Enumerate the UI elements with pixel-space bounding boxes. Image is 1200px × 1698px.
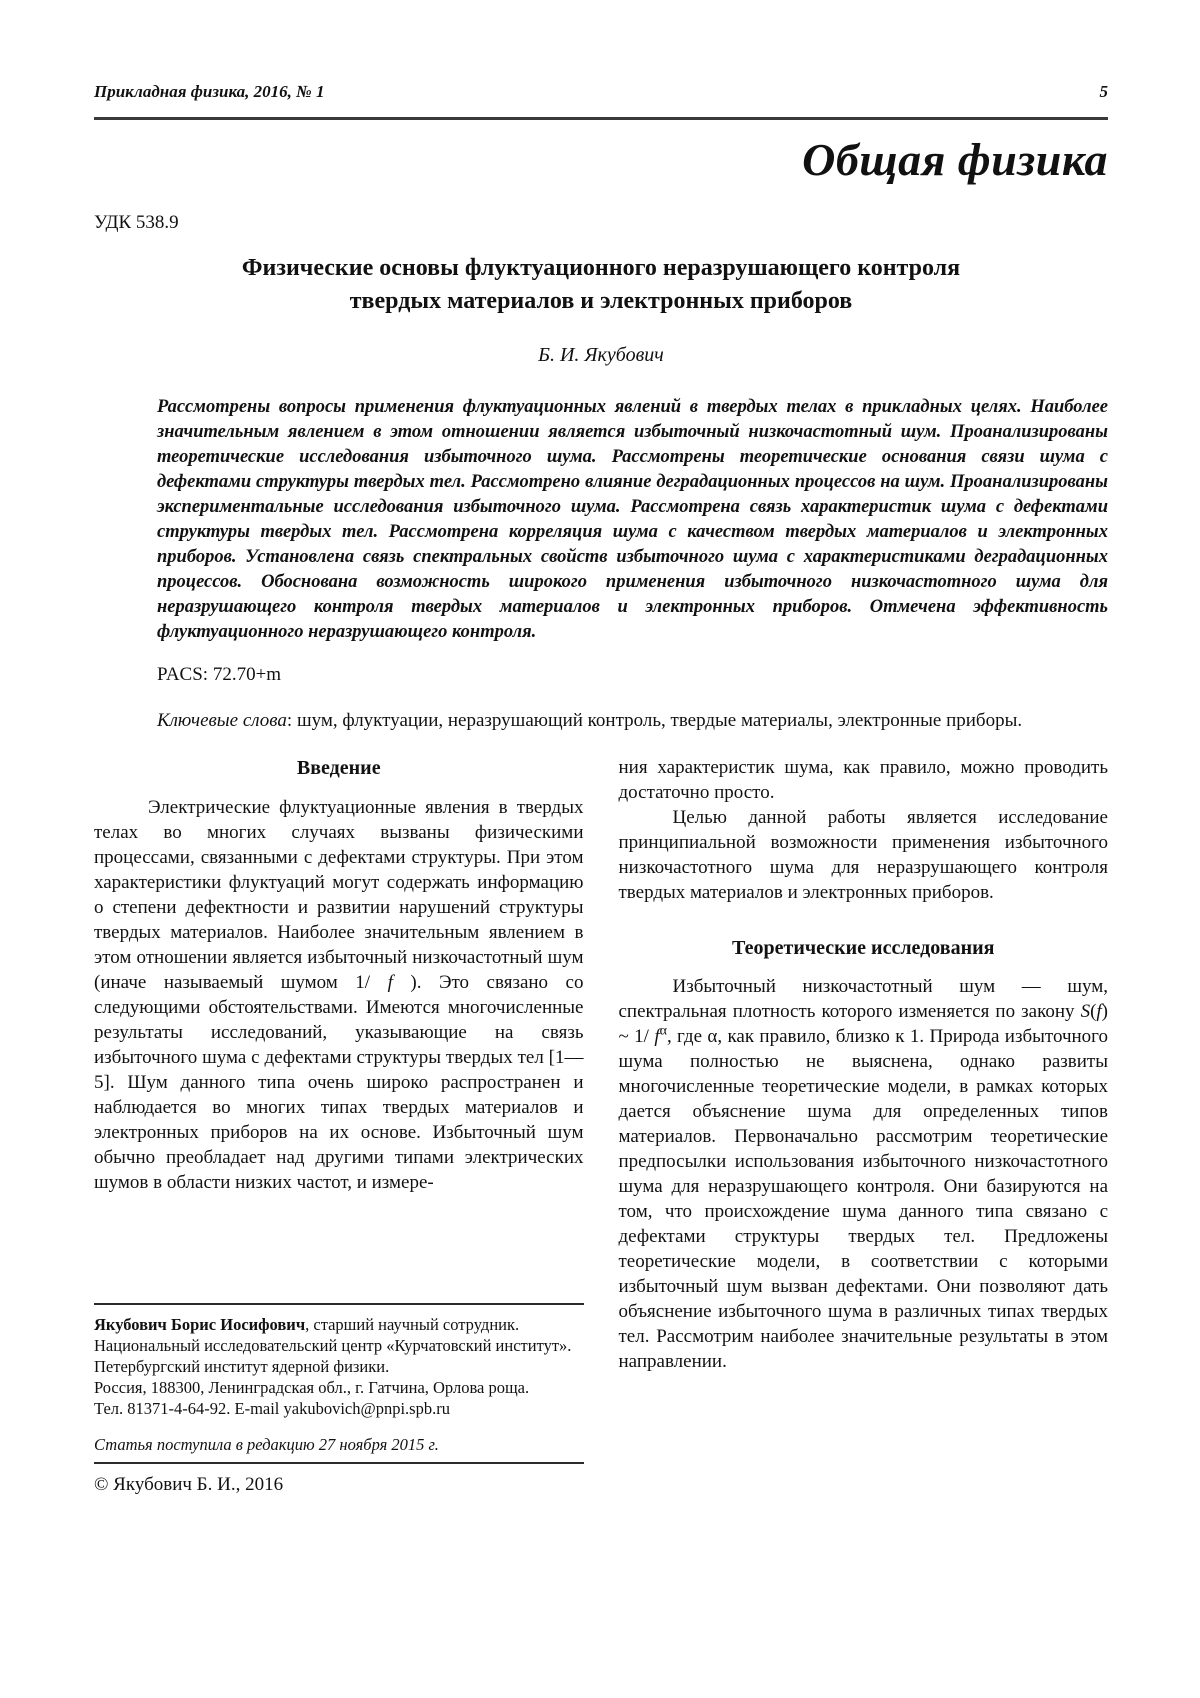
udc-code: УДК 538.9 <box>94 212 179 233</box>
footnote-author-name: Якубович Борис Иосифович <box>94 1315 306 1334</box>
continued-paragraph: ния характеристик шума, как правило, можно проводить достаточно просто. <box>618 757 1108 803</box>
submission-note: Статья поступила в редакцию 27 ноября 2015 г. <box>94 1435 439 1454</box>
two-column-body <box>94 755 1108 1497</box>
right-column <box>619 755 1109 1497</box>
formula-S: S <box>1080 1001 1091 1022</box>
footnote-affiliation-1: Национальный исследовательский центр «Курчатовский институт». <box>94 1336 572 1355</box>
introduction-text-a: Электрические флуктуационные явления в твердых телах во многих случаях вызваны физическими процессами, связанными с дефектами структуры. При этом характеристики флуктуаций могут содержать информацию о степени дефектности и развитии нарушений структуры твердых материалов. Наиболее значительным явлением в этом отношении является избыточный низкочастотный шум (иначе называемый шумом 1/ <box>94 797 584 993</box>
theory-text-b: , где α, как правило, близко к 1. Природа избыточного шума полностью не выяснена, однако развиты многочисленные теоретические модели, в рамках которых дается объяснение шума для определенных типов материалов. Первоначально рассмотрим теоретические предпосылки использования избыточного низкочастотного шума для неразрушающего контроля. Они базируются на том, что происхождение шума данного типа связано с дефектами структуры твердых тел. Предложены теоретические модели, в соответствии с которыми избыточный шум вызван дефектами. Они позволяют дать объяснение избыточного шума в различных типах твердых тел. Рассмотрим наиболее значительные результаты в этом направлении. <box>618 1026 1109 1372</box>
introduction-paragraph <box>94 795 584 1195</box>
left-column <box>94 755 584 1497</box>
formula-f-base: f <box>654 1026 660 1047</box>
article-title-line1: Физические основы флуктуационного неразрушающего контроля <box>241 255 961 281</box>
author-footnote <box>94 1303 584 1497</box>
journal-title: Прикладная физика, 2016, № 1 <box>94 82 325 101</box>
aim-paragraph: Целью данной работы является исследование принципиальной возможности применения избыточного низкочастотного шума для неразрушающего контроля твердых материалов и электронных приборов. <box>618 807 1108 903</box>
article-title <box>94 252 1108 318</box>
introduction-text-b: ). Это связано со следующими обстоятельствами. Имеются многочисленные результаты исследований, указывающие на связь избыточного шума с дефектами структуры твердых тел [1—5]. Шум данного типа очень широко распространен и наблюдается во многих типах твердых материалов и электронных приборов на их основе. Избыточный шум обычно преобладает над другими типами электрических шумов в области низких частот, и измере- <box>94 972 584 1193</box>
keywords-text: : шум, флуктуации, неразрушающий контроль, твердые материалы, электронные приборы. <box>286 710 1023 731</box>
theory-text-a: Избыточный низкочастотный шум — шум, спектральная плотность которого изменяется по закону <box>618 976 1108 1022</box>
copyright-line: © Якубович Б. И., 2016 <box>94 1474 284 1495</box>
footnote-address: Россия, 188300, Ленинградская обл., г. Гатчина, Орлова роща. <box>94 1378 530 1397</box>
copyright-divider <box>94 1462 584 1464</box>
pacs-code: PACS: 72.70+m <box>157 664 282 685</box>
author-name: Б. И. Якубович <box>538 344 664 366</box>
page-number: 5 <box>1099 82 1108 101</box>
formula-open-paren: ( <box>1090 1001 1097 1022</box>
formula-f-argument: f <box>1096 1001 1102 1022</box>
abstract: Рассмотрены вопросы применения флуктуационных явлений в твердых телах в прикладных целях. Наиболее значительным явлением в этом отношении является избыточный низкочастотный шум. Проанализированы теоретические исследования избыточного шума. Рассмотрены теоретические основания связи шума с дефектами структуры твердых тел. Рассмотрено влияние деградационных процессов на шум. Проанализированы экспериментальные исследования избыточного шума. Рассмотрена связь характеристик шума с дефектами структуры твердых тел. Рассмотрена корреляция шума с качеством твердых материалов и электронных приборов. Установлена связь спектральных свойств избыточного шума с характеристиками деградационных процессов. Обоснована возможность широкого применения избыточного низкочастотного шума для неразрушающего контроля твердых материалов и электронных приборов. Отмечена эффективность флуктуационного неразрушающего контроля. <box>157 397 1108 642</box>
footnote-divider <box>94 1303 584 1305</box>
footnote-author-position: , старший научный сотрудник. <box>305 1315 520 1334</box>
keywords-label: Ключевые слова <box>157 710 287 731</box>
keywords <box>157 708 1108 733</box>
frequency-symbol: f <box>387 972 393 993</box>
theory-paragraph <box>619 974 1109 1374</box>
introduction-heading: Введение <box>296 757 381 779</box>
running-head <box>94 82 1108 120</box>
footnote-author-line <box>94 1314 584 1335</box>
theory-heading: Теоретические исследования <box>732 937 995 959</box>
section-heading: Общая физика <box>802 134 1108 185</box>
formula-relation: ) ~ 1/ <box>618 1001 1108 1047</box>
footnote-contact: Тел. 81371-4-64-92. E-mail yakubovich@pnpi.spb.ru <box>94 1399 450 1418</box>
footnote-affiliation-2: Петербургский институт ядерной физики. <box>94 1357 390 1376</box>
article-title-line2: твердых материалов и электронных приборов <box>349 288 853 314</box>
formula-alpha-exponent: α <box>659 1023 667 1039</box>
